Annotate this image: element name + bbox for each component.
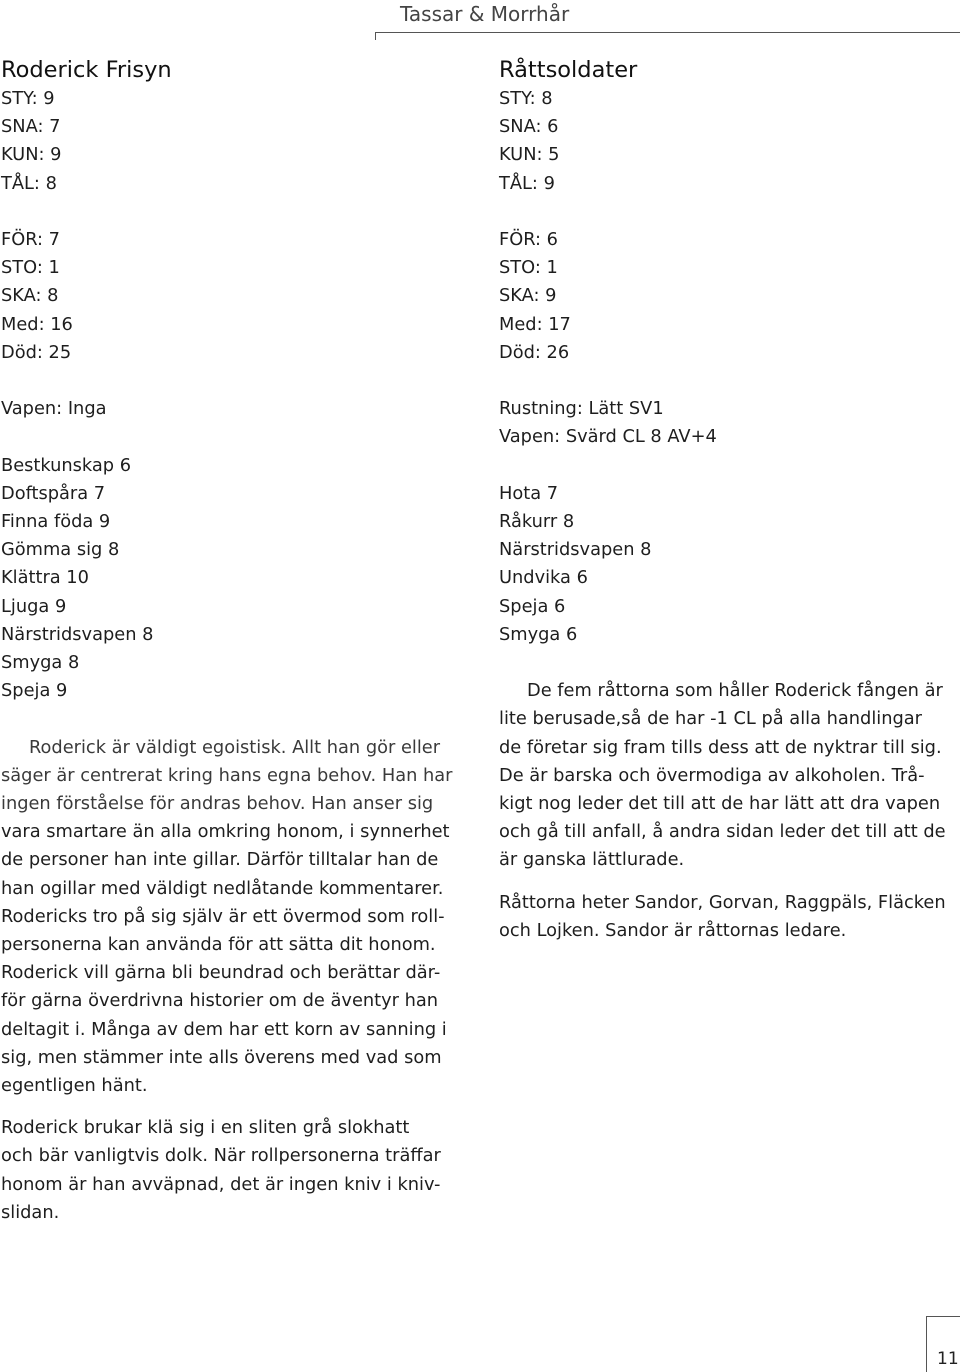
header-divider bbox=[375, 32, 376, 40]
stat-line: Med: 17 bbox=[499, 313, 571, 335]
skill-item: Råkurr 8 bbox=[499, 511, 575, 532]
text-line: slidan. bbox=[1, 1201, 60, 1223]
skill-item: Undvika 6 bbox=[499, 567, 588, 589]
skill-item: Hota 7 bbox=[499, 482, 559, 504]
skill-item: Speja 6 bbox=[499, 595, 566, 617]
running-header bbox=[375, 0, 960, 33]
text-line: Råttorna heter Sandor, Gorvan, Raggpäls, Fläcken bbox=[499, 891, 946, 913]
stat-line: STY: 8 bbox=[499, 88, 553, 109]
text-line: De fem råttorna som håller Roderick fången är bbox=[527, 680, 943, 702]
stat-line: SKA: 9 bbox=[499, 285, 557, 307]
stat-line: TÅL: 9 bbox=[499, 172, 555, 194]
armor-line: Rustning: Lätt SV1 bbox=[499, 398, 664, 420]
text-line: De är barska och övermodiga av alkoholen. Trå- bbox=[499, 764, 925, 786]
page-number-box bbox=[926, 1316, 960, 1372]
header-title: Tassar & Morrhår bbox=[400, 2, 570, 26]
text-line: ingen förståelse för andras behov. Han anser sig bbox=[1, 793, 434, 815]
text-line: sig, men stämmer inte alls överens med vad som bbox=[1, 1046, 442, 1068]
stat-line: SNA: 7 bbox=[1, 116, 61, 138]
weapon-line: Vapen: Inga bbox=[1, 398, 107, 420]
text-line: honom är han avväpnad, det är ingen kniv i kniv- bbox=[1, 1173, 441, 1195]
skill-item: Finna föda 9 bbox=[1, 511, 111, 532]
derived-stats bbox=[499, 226, 960, 367]
description-paragraph bbox=[1, 734, 471, 1101]
left-column bbox=[1, 54, 471, 1227]
text-line: och gå till anfall, å andra sidan leder det till att de bbox=[499, 821, 946, 843]
text-line: säger är centrerat kring hans egna behov. Han har bbox=[1, 764, 453, 786]
text-line: är ganska lättlurade. bbox=[499, 849, 685, 871]
text-line: Roderick brukar klä sig i en sliten grå slokhatt bbox=[1, 1117, 410, 1139]
stat-line: KUN: 9 bbox=[1, 144, 62, 166]
skill-item: Smyga 8 bbox=[1, 652, 80, 674]
text-line: och bär vanligtvis dolk. När rollpersonerna träffar bbox=[1, 1145, 441, 1167]
stat-line: KUN: 5 bbox=[499, 144, 560, 166]
right-column bbox=[499, 54, 960, 945]
text-line: kigt nog leder det till att de har lätt att dra vapen bbox=[499, 793, 941, 815]
stat-line: SNA: 6 bbox=[499, 116, 559, 138]
base-stats bbox=[499, 85, 960, 198]
stat-line: STO: 1 bbox=[499, 257, 558, 279]
text-line: egentligen hänt. bbox=[1, 1075, 148, 1097]
skill-list bbox=[1, 452, 471, 706]
text-line: för gärna överdrivna historier om de äventyr han bbox=[1, 990, 439, 1012]
text-line: personerna kan använda för att sätta dit honom. bbox=[1, 934, 436, 956]
description-paragraph bbox=[499, 889, 960, 945]
text-line: de företar sig fram tills dess att de nyktrar till sig. bbox=[499, 736, 942, 758]
skill-item: Klättra 10 bbox=[1, 567, 89, 589]
skill-item: Doftspåra 7 bbox=[1, 482, 106, 504]
stat-line: STO: 1 bbox=[1, 257, 60, 279]
character-title: Roderick Frisyn bbox=[1, 57, 172, 83]
stat-line: STY: 9 bbox=[1, 88, 55, 109]
character-title: Råttsoldater bbox=[499, 57, 638, 83]
text-line: vara smartare än alla omkring honom, i synnerhet bbox=[1, 821, 450, 843]
skill-list bbox=[499, 480, 960, 649]
text-line: deltagit i. Många av dem har ett korn av sanning i bbox=[1, 1018, 447, 1040]
skill-item: Gömma sig 8 bbox=[1, 539, 120, 561]
text-line: han ogillar med väldigt nedlåtande kommentarer. bbox=[1, 877, 444, 899]
skill-item: Närstridsvapen 8 bbox=[1, 623, 154, 645]
skill-item: Speja 9 bbox=[1, 680, 68, 702]
stat-line: Död: 25 bbox=[1, 341, 72, 363]
stat-line: FÖR: 6 bbox=[499, 229, 558, 250]
stat-line: TÅL: 8 bbox=[1, 172, 57, 194]
skill-item: Närstridsvapen 8 bbox=[499, 539, 652, 561]
base-stats bbox=[1, 85, 471, 198]
skill-item: Bestkunskap 6 bbox=[1, 454, 132, 476]
skill-item: Smyga 6 bbox=[499, 623, 578, 645]
page-number: 11 bbox=[937, 1349, 959, 1369]
text-line: Rodericks tro på sig själv är ett övermod som roll- bbox=[1, 905, 445, 927]
stat-line: Död: 26 bbox=[499, 341, 570, 363]
text-line: och Lojken. Sandor är råttornas ledare. bbox=[499, 919, 847, 941]
derived-stats bbox=[1, 226, 471, 367]
text-line: de personer han inte gillar. Därför tilltalar han de bbox=[1, 849, 439, 871]
description-paragraph bbox=[499, 677, 960, 874]
skill-item: Ljuga 9 bbox=[1, 595, 67, 617]
text-line: lite berusade,så de har -1 CL på alla handlingar bbox=[499, 708, 922, 730]
weapon-line: Vapen: Svärd CL 8 AV+4 bbox=[499, 426, 717, 448]
stat-line: SKA: 8 bbox=[1, 285, 59, 307]
text-line: Roderick vill gärna bli beundrad och berättar där- bbox=[1, 962, 441, 984]
description-paragraph bbox=[1, 1114, 471, 1227]
stat-line: FÖR: 7 bbox=[1, 229, 60, 250]
stat-line: Med: 16 bbox=[1, 313, 73, 335]
text-line: Roderick är väldigt egoistisk. Allt han gör eller bbox=[29, 736, 441, 758]
